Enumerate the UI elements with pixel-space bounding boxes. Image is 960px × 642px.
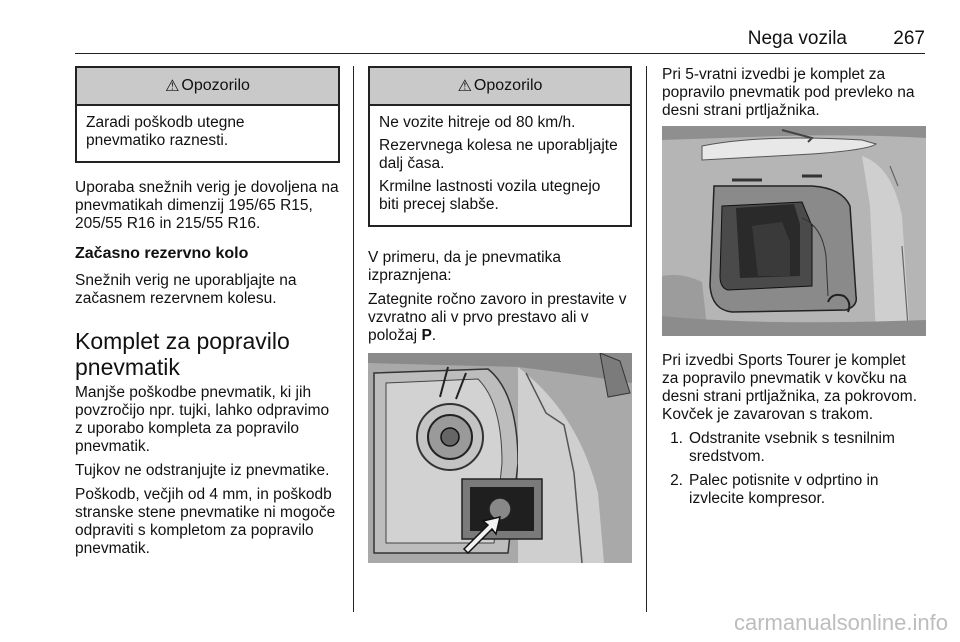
warning-line: Krmilne lastnosti vozila utegnejo biti precej slabše. <box>379 178 601 213</box>
page-header <box>75 28 925 54</box>
paragraph: Poškodb, večjih od 4 mm, in poškodb stranske stene pnevmatike ni mogoče odpraviti s kompletom za popravilo pnevmatik. <box>75 486 336 557</box>
warning-triangle-icon: ⚠ <box>457 78 472 95</box>
paragraph-text: . <box>431 327 437 344</box>
watermark: carmanualsonline.info <box>733 610 948 635</box>
column-2 <box>368 66 632 575</box>
section-title: Nega vozila <box>747 28 847 49</box>
paragraph-text: Zategnite ročno zavoro in prestavite v vzvratno ali v prvo prestavo ali v položaj <box>368 291 627 344</box>
step-text: Palec potisnite v odprtino in izvlecite kompresor. <box>689 472 879 507</box>
warning-title: Opozorilo <box>181 77 250 94</box>
heading-repair-kit: Komplet za popravilo pnevmatik <box>75 328 290 380</box>
step-number: 2. <box>670 472 683 489</box>
warning-box <box>75 66 340 163</box>
list-item <box>662 430 926 466</box>
warning-text: Zaradi poškodb utegne pnevmatiko raznesti. <box>86 114 245 149</box>
warning-line: Ne vozite hitreje od 80 km/h. <box>379 114 576 131</box>
trunk-floor-drawing <box>368 353 632 563</box>
warning-header <box>77 68 338 106</box>
paragraph: V primeru, da je pnevmatika izpraznjena: <box>368 249 561 284</box>
step-text: Odstranite vsebnik s tesnilnim sredstvom. <box>689 430 895 465</box>
warning-header <box>370 68 630 106</box>
paragraph: Tujkov ne odstranjujte iz pnevmatike. <box>75 462 330 479</box>
paragraph: Pri izvedbi Sports Tourer je komplet za popravilo pnevmatik v kovčku na desni strani prtljažnika, za pokrovom. Kovček je zavarovan s trakom. <box>662 352 918 423</box>
warning-body <box>77 106 338 161</box>
column-divider <box>353 66 354 612</box>
illustration-trunk-side <box>662 126 926 336</box>
paragraph: Pri 5-vratni izvedbi je komplet za popravilo pnevmatik pod prevleko na desni strani prtljažnika. <box>662 66 915 119</box>
warning-body <box>370 106 630 225</box>
warning-box <box>368 66 632 227</box>
column-divider <box>646 66 647 612</box>
gear-position-p: P <box>421 327 432 344</box>
step-number: 1. <box>670 430 683 447</box>
subheading-spare-wheel: Začasno rezervno kolo <box>75 245 249 262</box>
warning-triangle-icon: ⚠ <box>165 78 180 95</box>
steps-list <box>662 430 926 508</box>
paragraph: Uporaba snežnih verig je dovoljena na pnevmatikah dimenzij 195/65 R15, 205/55 R16 in 215/55 R16. <box>75 179 339 232</box>
illustration-trunk-floor <box>368 353 632 563</box>
trunk-side-drawing <box>662 126 926 336</box>
warning-title: Opozorilo <box>473 77 543 94</box>
warning-line: Rezervnega kolesa ne uporabljajte dalj časa. <box>379 137 618 172</box>
column-3 <box>662 66 926 514</box>
column-1 <box>75 66 340 564</box>
paragraph: Snežnih verig ne uporabljajte na začasnem rezervnem kolesu. <box>75 272 297 307</box>
paragraph <box>368 291 632 345</box>
paragraph: Manjše poškodbe pnevmatik, ki jih povzročijo npr. tujki, lahko odpravimo z uporabo kompleta za popravilo pnevmatik. <box>75 384 330 455</box>
list-item <box>662 472 926 508</box>
page-number: 267 <box>893 28 925 49</box>
